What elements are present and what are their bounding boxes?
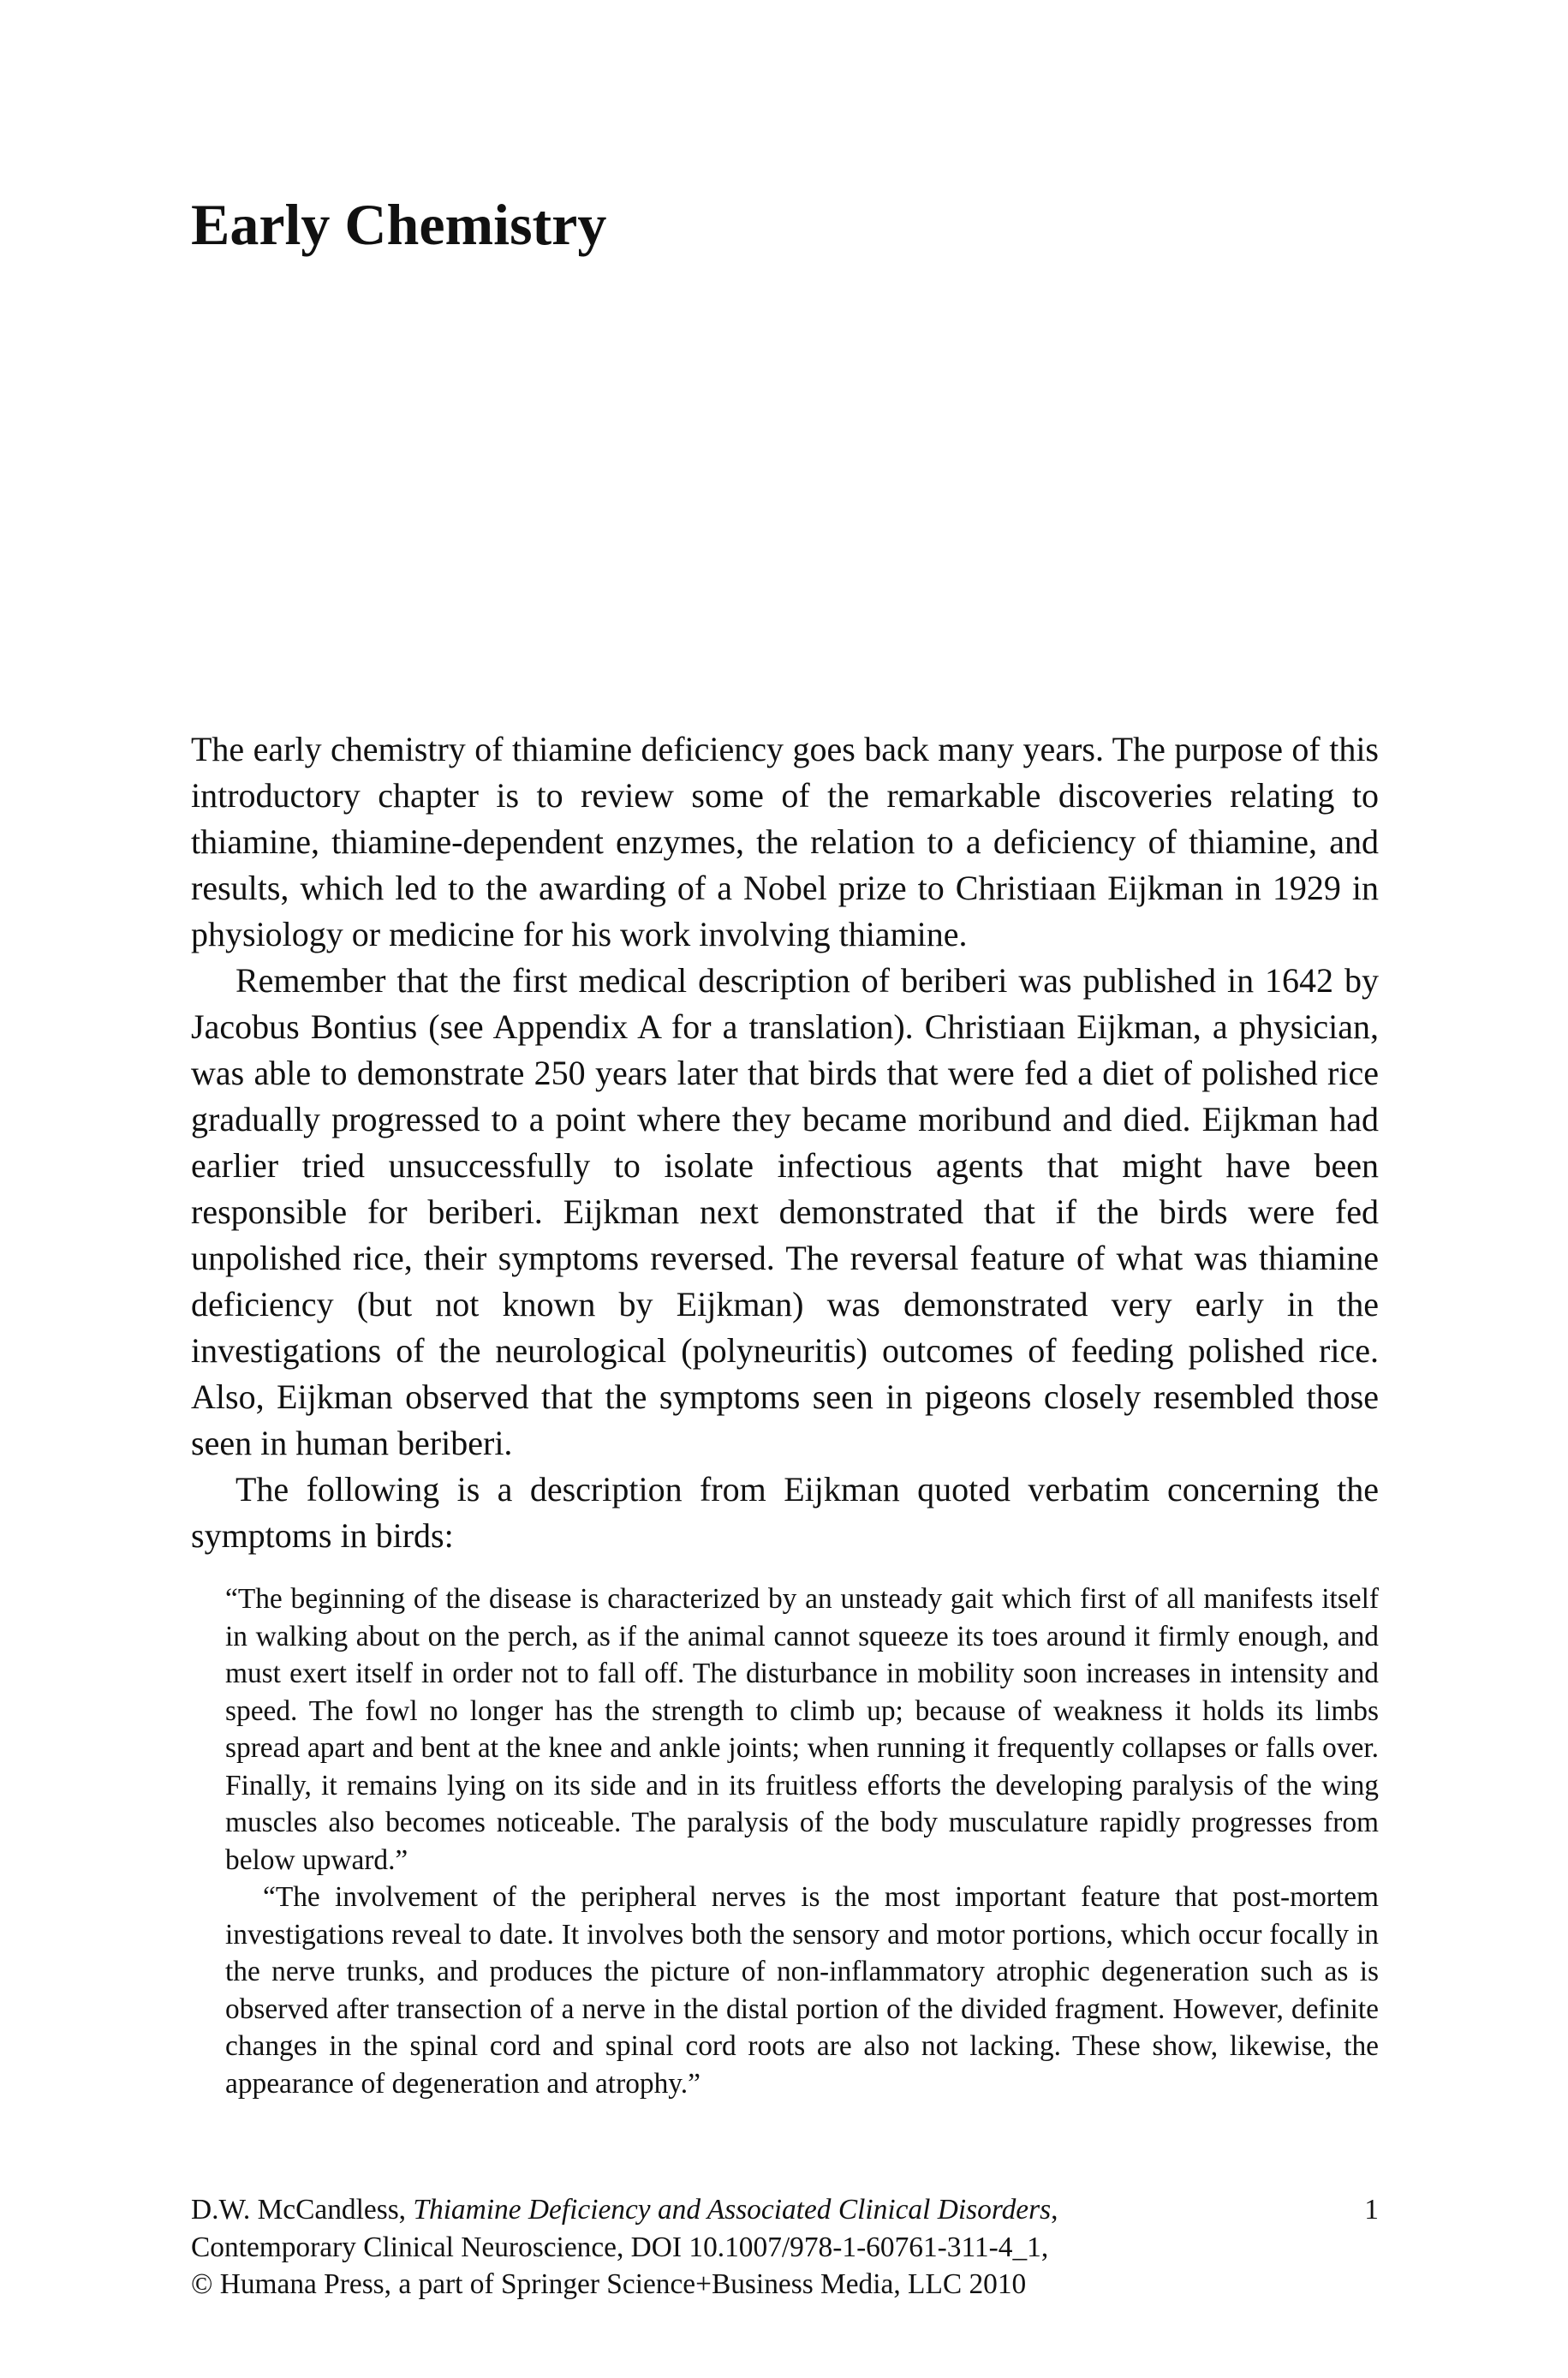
body-text [191, 726, 1379, 1559]
quote-paragraph: “The involvement of the peripheral nerves is the most important feature that post-mortem investigations reveal to date. It involves both the sensory and motor portions, which occur focally in the nerve trunks, and produces the picture of non-inflammatory atrophic degeneration such as is observed after transection of a nerve in the distal portion of the divided fragment. However, definite changes in the spinal cord and spinal cord roots are also not lacking. These show, likewise, the appearance of degeneration and atrophy.” [225, 1881, 1379, 2100]
citation-comma: , [1051, 2194, 1058, 2226]
body-paragraph: Remember that the first medical description of beriberi was published in 1642 by Jacobus Bontius (see Appendix A for a translation). Christiaan Eijkman, a physician, was able to demonstrate 250 years later that birds that were fed a diet of polished rice gradually progressed to a point where they became moribund and died. Eijkman had earlier tried unsuccessfully to isolate infectious agents that might have been responsible for beriberi. Eijkman next demonstrated that if the birds were fed unpolished rice, their symptoms reversed. The reversal feature of what was thiamine deficiency (but not known by Eijkman) was demonstrated very early in the investigations of the neurological (polyneuritis) outcomes of feeding polished rice. Also, Eijkman observed that the symptoms seen in pigeons closely resembled those seen in human beriberi. [191, 961, 1379, 1462]
citation-series-doi: Contemporary Clinical Neuroscience, DOI 10.1007/978-1-60761-311-4_1, [191, 2231, 1049, 2263]
body-paragraph: The early chemistry of thiamine deficiency goes back many years. The purpose of this introductory chapter is to review some of the remarkable discoveries relating to thiamine, thiamine-dependent enzymes, the relation to a deficiency of thiamine, and results, which led to the awarding of a Nobel prize to Christiaan Eijkman in 1929 in physiology or medicine for his work involving thiamine. [191, 730, 1379, 953]
citation-footer [191, 2191, 1379, 2303]
page-number: 1 [1364, 2194, 1379, 2226]
citation-copyright: © Humana Press, a part of Springer Science+Business Media, LLC 2010 [191, 2268, 1027, 2300]
block-quote [191, 1580, 1379, 2102]
citation-book-title: Thiamine Deficiency and Associated Clinical Disorders [413, 2194, 1052, 2226]
chapter-title: Early Chemistry [191, 192, 607, 257]
citation-author: D.W. McCandless, [191, 2194, 414, 2226]
quote-paragraph: “The beginning of the disease is characterized by an unsteady gait which first of all manifests itself in walking about on the perch, as if the animal cannot squeeze its toes around it firmly enough, and must exert itself in order not to fall off. The disturbance in mobility soon increases in intensity and speed. The fowl no longer has the strength to climb up; because of weakness it holds its limbs spread apart and bent at the knee and ankle joints; when running it frequently collapses or falls over. Finally, it remains lying on its side and in its fruitless efforts the developing paralysis of the wing muscles also becomes noticeable. The paralysis of the body musculature rapidly progresses from below upward.” [225, 1583, 1379, 1876]
citation-line-1 [191, 2191, 1379, 2229]
page [191, 0, 1379, 2378]
body-paragraph: The following is a description from Eijkman quoted verbatim concerning the symptoms in birds: [191, 1470, 1379, 1555]
